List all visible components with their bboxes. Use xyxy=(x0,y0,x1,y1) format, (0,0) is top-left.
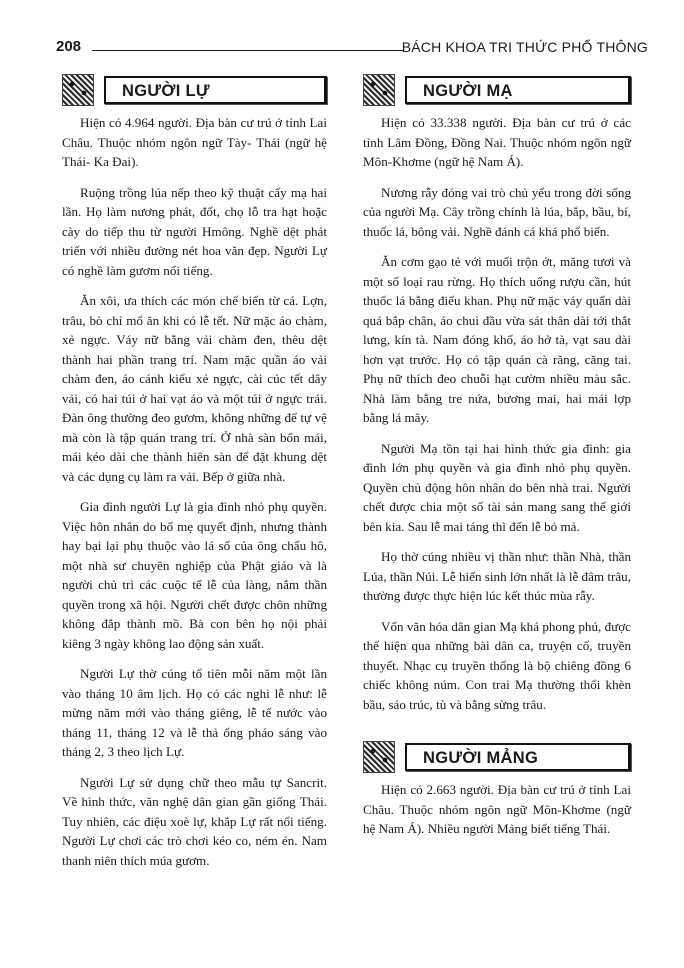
header-rule xyxy=(92,50,404,51)
section-title: NGƯỜI LỰ xyxy=(122,82,210,100)
section-heading-nguoi-ma xyxy=(363,74,631,108)
section-title-box xyxy=(405,743,631,771)
paragraph: Ăn cơm gạo tẻ với muối trộn ớt, măng tươi và một số loại rau rừng. Họ thích uống rượu cần, hút thuốc lá bằng điếu khan. Phụ nữ mặc váy quấn dài quá bắp chân, áo chui đầu vừa sát thân dài tới thắt lưng, kín tà. Nam đóng khố, áo hở tà, vạt sau dài hơn vạt trước. Họ có tập quán cà răng, căng tai. Phụ nữ thích đeo chuỗi hạt cườm nhiều màu sắc. Nhà làm bằng tre nứa, bương mai, hai mái lợp bằng lá mây. xyxy=(363,254,631,425)
section-title-box xyxy=(405,76,631,104)
paragraph: Gia đình người Lự là gia đình nhỏ phụ quyền. Việc hôn nhân do bố mẹ quyết định, nhưng thành hay bại lại phụ thuộc vào lá số của ông chẩu hô, một nhà sư chuyên nghiệp của Phật giáo và là người chủ trì các cuộc tế lễ của làng, nắm thần quyền trong xã hội. Người chết được chôn những không đắp thành mồ. Bà con bên họ nội phải kiêng 3 ngày không lao động sản xuất. xyxy=(62,499,327,651)
ornament-icon xyxy=(363,74,395,106)
ornament-icon xyxy=(62,74,94,106)
section-title: NGƯỜI MẠ xyxy=(423,82,513,100)
paragraph: Người Mạ tồn tại hai hình thức gia đình: gia đình lớn phụ quyền và gia đình nhỏ phụ quyền. Quyền chủ động hôn nhân do bên nhà trai. Người chết được chia một số tài sản mang sang thế giới bên kia. Sau lễ mai táng thì đến lễ bỏ mả. xyxy=(363,440,631,534)
paragraph: Người Lự sử dụng chữ theo mẫu tự Sancrit. Về hình thức, văn nghệ dân gian gần giống Thái. Tuy nhiên, các điệu xoè lự, khắp Lự rất nổi tiếng. Người Lự chơi các trò chơi kéo co, ném én. Nam thanh niên thích múa gươm. xyxy=(62,774,327,868)
paragraph: Người Lự thờ cúng tổ tiên mỗi năm một lần vào tháng 10 âm lịch. Họ có các nghi lễ như: lễ mừng năm mới vào tháng giêng, lễ tế nước vào tháng 11, tháng 12 và lễ thả ống pháo sáng vào tháng 2, 3 theo lịch Lự. xyxy=(62,666,327,759)
ornament-icon xyxy=(363,741,395,773)
right-column xyxy=(363,74,631,850)
page-number: 208 xyxy=(56,38,82,55)
section-title: NGƯỜI MẢNG xyxy=(423,749,539,767)
running-title: BÁCH KHOA TRI THỨC PHỔ THÔNG xyxy=(401,39,648,55)
paragraph: Hiện có 4.964 người. Địa bàn cư trú ở tỉnh Lai Châu. Thuộc nhóm ngôn ngữ Tày- Thái (ngữ hệ Thái- Ka Đai). xyxy=(62,115,327,169)
page-header xyxy=(56,38,648,58)
section-heading-nguoi-mang xyxy=(363,741,631,775)
paragraph: Nương rẫy đóng vai trò chủ yếu trong đời sống của người Mạ. Cây trồng chính là lúa, bắp, bầu, bí, thuốc lá, bông vải. Nghề đánh cá khá phổ biến. xyxy=(363,184,631,239)
paragraph: Ăn xôi, ưa thích các món chế biến từ cá. Lợn, trâu, bò chỉ mổ ăn khi có lễ tết. Nữ mặc áo chàm, xẻ ngực. Váy nữ bằng vải chàm đen, thêu dệt thành hai phần trang trí. Nam mặc quần áo vải chàm đen, áo cánh kiểu xẻ ngực, cài cúc tết dây vải, có hai túi ở hai vạt áo và một túi ở ngực trái. Đàn ông thường đeo gươm, không những để tự vệ mà còn là tập quán trang trí. Ở nhà sàn bốn mái, mái kéo dài che thành hiên sàn để đặt khung dệt và các dụng cụ làm ra vải. Bếp ở giữa nhà. xyxy=(62,293,327,484)
paragraph: Ruộng trồng lúa nếp theo kỹ thuật cấy mạ hai lần. Họ làm nương phát, đốt, chọ lỗ tra hạt hoặc cày do tiếp thu từ người Hmông. Nghề dệt phát triển với nhiều đường nét hoa văn đẹp. Người Lự có nghề làm gươm nổi tiếng. xyxy=(62,184,327,278)
section-title-box xyxy=(104,76,327,104)
section-spacer xyxy=(363,725,631,741)
left-column xyxy=(62,74,327,881)
paragraph: Họ thờ cúng nhiều vị thần như: thần Nhà, thần Lúa, thần Núi. Lễ hiến sinh lớn nhất là lễ đâm trâu, thường được thực hiện lúc kết thúc mùa rẫy. xyxy=(363,549,631,603)
paragraph: Hiện có 33.338 người. Địa bàn cư trú ở các tỉnh Lâm Đồng, Đồng Nai. Thuộc nhóm ngôn ngữ Môn-Khơme (ngữ hệ Nam Á). xyxy=(363,115,631,169)
paragraph: Vốn văn hóa dân gian Mạ khá phong phú, được thể hiện qua những bài dân ca, truyện cổ, truyền thuyết. Nhạc cụ truyền thống là bộ chiêng đồng 6 chiếc không núm. Con trai Mạ thường thổi khèn bầu, sáo trúc, tù và bằng sừng trâu. xyxy=(363,618,631,712)
section-heading-nguoi-lu xyxy=(62,74,327,108)
paragraph: Hiện có 2.663 người. Địa bàn cư trú ở tỉnh Lai Châu. Thuộc nhóm ngôn ngữ Môn-Khơme (ngữ hệ Nam Á). Nhiều người Mảng biết tiếng Thái. xyxy=(363,782,631,836)
